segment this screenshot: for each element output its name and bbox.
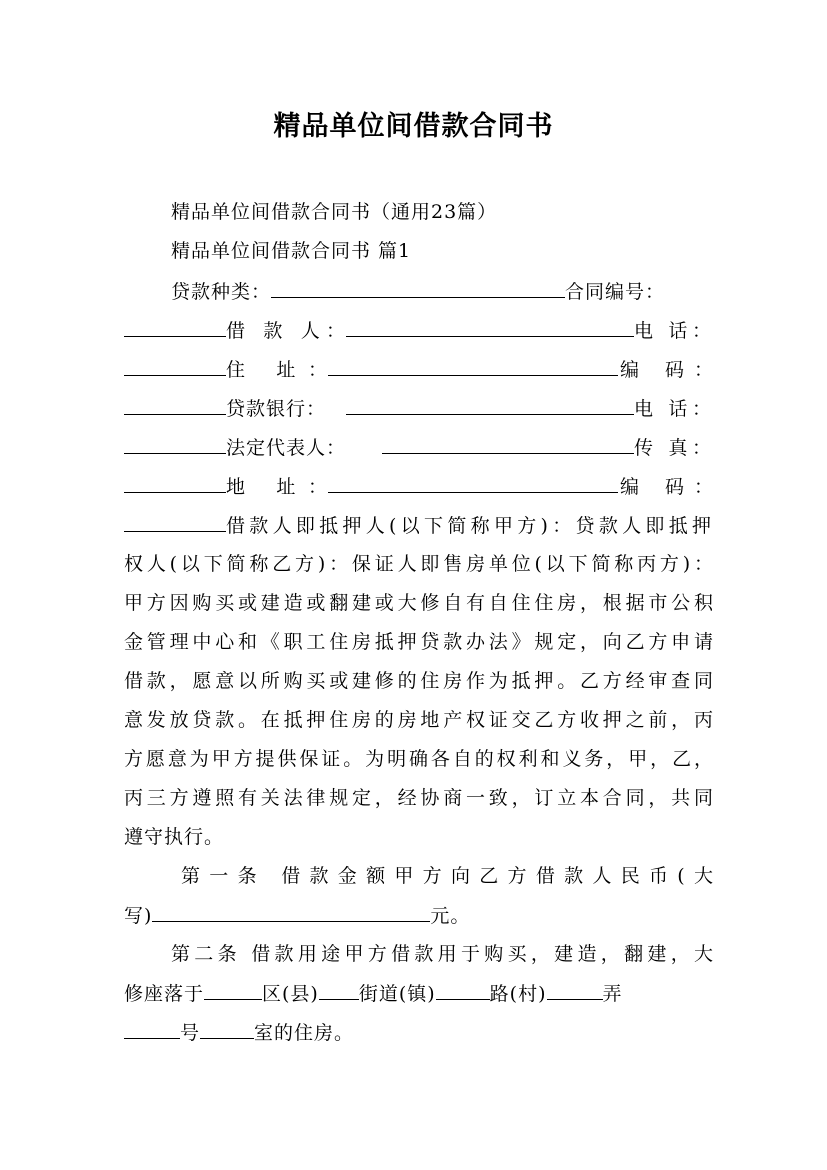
paragraph-1-line-8: 丙三方遵照有关法律规定，经协商一致，订立本合同，共同 (124, 787, 714, 809)
article-2-line-2 (124, 981, 714, 1006)
room-blank[interactable] (200, 1020, 254, 1039)
form-row-bank (124, 396, 714, 421)
contract-no-blank[interactable] (124, 318, 226, 337)
form-row-address-2 (124, 474, 714, 499)
number-blank[interactable] (124, 1020, 180, 1039)
article-2-text-d: 路(村) (489, 983, 547, 1005)
address-label-2: 地 址： (226, 476, 328, 498)
postcode-blank-1[interactable] (124, 396, 226, 415)
form-row-legal-rep (124, 435, 714, 460)
article-2-line-1: 第二条 借款用途甲方借款用于购买，建造，翻建，大 (171, 943, 714, 965)
paragraph-1-line-2: 权人(以下简称乙方)：保证人即售房单位(以下简称丙方)： (124, 553, 714, 575)
road-blank[interactable] (436, 981, 490, 1000)
intro-line-1: 精品单位间借款合同书（通用23篇） (171, 201, 498, 223)
fax-label: 传 真： (634, 437, 712, 459)
article-1-line-2 (124, 903, 714, 928)
phone-blank-2[interactable] (124, 435, 226, 454)
phone-blank-1[interactable] (124, 357, 226, 376)
article-2-text-e: 弄 (602, 983, 623, 1005)
intro-line-2: 精品单位间借款合同书 篇1 (171, 240, 412, 262)
loan-type-label: 贷款种类： (171, 281, 272, 303)
lane-blank[interactable] (547, 981, 603, 1000)
document-title: 精品单位间借款合同书 (273, 111, 554, 142)
form-row-loan-type (171, 279, 714, 304)
street-blank[interactable] (319, 981, 359, 1000)
article-2-text-f: 号 (180, 1022, 201, 1044)
form-row-borrower (124, 318, 714, 343)
paragraph-1-line-7: 方愿意为甲方提供保证。为明确各自的权利和义务，甲，乙， (124, 748, 714, 770)
address-label-1: 住 址： (226, 359, 328, 381)
article-2-text-b: 区(县) (262, 983, 319, 1005)
legal-rep-blank[interactable] (382, 435, 634, 454)
paragraph-1-line-1 (124, 513, 714, 538)
article-1-line-1: 第一条 借款金额甲方向乙方借款人民币(大 (181, 865, 714, 887)
postcode-label-2: 编 码： (620, 476, 714, 498)
article-2-line-3 (124, 1020, 714, 1045)
address-blank-1[interactable] (328, 357, 618, 376)
address-blank-2[interactable] (328, 474, 618, 493)
postcode-blank-2[interactable] (124, 513, 226, 532)
bank-blank[interactable] (346, 396, 634, 415)
article-1-prefix: 写) (124, 905, 153, 927)
article-2-text-a: 修座落于 (124, 983, 205, 1005)
fax-blank[interactable] (124, 474, 226, 493)
paragraph-1-line-9: 遵守执行。 (124, 826, 225, 848)
phone-label-2: 电 话： (634, 398, 712, 420)
district-blank[interactable] (204, 981, 262, 1000)
bank-label: 贷款银行： (226, 398, 327, 420)
article-1-suffix: 元。 (430, 905, 471, 927)
form-row-address-1 (124, 357, 714, 382)
paragraph-1-line-3: 甲方因购买或建造或翻建或大修自有自住住房，根据市公积 (124, 592, 714, 614)
amount-capital-blank[interactable] (152, 903, 430, 922)
article-2-text-g: 室的住房。 (254, 1022, 355, 1044)
borrower-label: 借 款 人： (226, 320, 346, 342)
legal-rep-label: 法定代表人： (226, 437, 347, 459)
borrower-blank[interactable] (346, 318, 634, 337)
article-2-text-c: 街道(镇) (358, 983, 436, 1005)
contract-no-label: 合同编号： (565, 281, 666, 303)
postcode-label-1: 编 码： (620, 359, 714, 381)
paragraph-1-line-6: 意发放贷款。在抵押住房的房地产权证交乙方收押之前，丙 (124, 709, 714, 731)
loan-type-blank[interactable] (271, 279, 565, 298)
paragraph-1-text-1: 借款人即抵押人(以下简称甲方)：贷款人即抵押 (226, 515, 712, 537)
phone-label-1: 电 话： (634, 320, 712, 342)
paragraph-1-line-4: 金管理中心和《职工住房抵押贷款办法》规定，向乙方申请 (124, 631, 714, 653)
paragraph-1-line-5: 借款，愿意以所购买或建修的住房作为抵押。乙方经审查同 (124, 670, 714, 692)
